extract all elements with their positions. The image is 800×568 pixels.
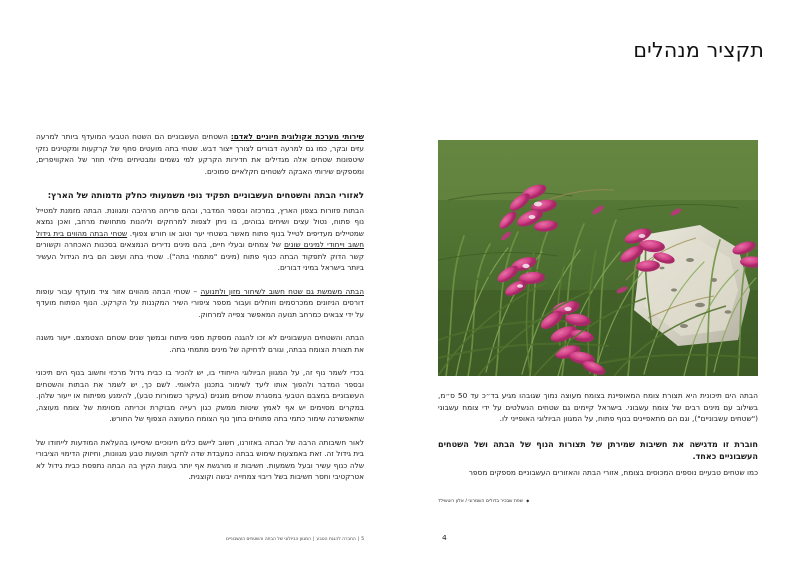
paragraph-landscape-part1: הבתות פזורות בצפון הארץ, במרכזה ובספר המדבר, ובהם פריחה מרהיבה ומגוונת. הבתה מזמנת למטייל נוף פתוח, נטול עצים ושיחים גבוהים, בו ניתן לצפות למרחקים וליהנות מתחושת מרחב, ואכן נמצא שמטיילים מעדיפים לטייל בנוף פתוח מאשר בשטחי יער וטוב או חורש צפוף. [36,205,364,238]
pink-gladiolus-in-grassland-photo [438,140,758,376]
footer-page-number: 5 [361,537,364,542]
paragraph-foraging-corridor [36,286,364,321]
inline-underline-habitat: שטחי הבתה מהווים בית גידול חשוב וייחודי למינים שונים [36,228,364,250]
paragraph-protection-gap: הבתה והשטחים העשבוניים לא זכו להגנה מספקת מפני פיתוח ובמשך שנים שטחם הצטמצם. ייעור משנה את תצורת הצומח בבתה, וגורם לדחיקה של מינים מתמחי בתה. [36,333,364,354]
paragraph-continuation: כמו שטחים טבעיים נוספים המכוסים בצומח, אזורי הבתה והאזורים העשבוניים מספקים מספר [468,467,758,477]
footer-title: המגוון הביולוגי של הבתה והשטחים העשבוניים [226,537,311,542]
footer-organization: החברה להגנת הטבע [316,537,356,542]
caption-marker-icon: ◆ [526,499,530,504]
page-title: תקציר מנהלים [633,38,764,62]
paragraph-intro: הבתה הים תיכונית היא תצורת צומח המאופיינת בצומח מעוצה נמוך שגובהו מגיע בד״כ עד 50 ס״מ, בשילוב עם מינים רבים של צומח עשבוני. בישראל קיימים גם שטחים הנשלטים על ידי צומח עשבוני ("שטחים עשבוניים"), וגם הם מתאפיינים בנוף פתוח, על המגוון הביולוגי האופייני לו. [438,391,758,424]
footer-separator-1: | [357,537,360,542]
paragraph-foraging-corridor-body: – שטחי הבתה מהווים אזור ציד מועדף עבור עופות דורסים הניזונים ממכרסמים וזוחלים ועבור מספר ציפורי השיר המקננות על הקרקע. הנוף הפתוח מועדף על ידי צבאים כמרחב תנועה המאפשר צפייה למרחוק. [36,286,364,319]
lead-in-foraging-corridor: הבתה משמשת גם שטח חשוב לשיחור מזון ולתנועה [200,286,365,296]
page-number-right: 4 [442,533,447,542]
caption-text: שפת שבכיר בדולים השמרוני / אלון רוטשילד [438,499,524,504]
right-page [400,0,800,568]
paragraph-education-awareness: לאור חשיבותה הרבה של הבתה באזורנו, חשוב ליישם כלים חינוכיים שיסייעו בהעלאת המודעות לייחודו של בית גידול זה. זאת באמצעות שימוש בבתה כמעבדת שדה לחקר תופעות טבע מגוונות, וחיזוק הדימוי הציבורי שלה כנוף עשיר ובעל משמעות. חשיבות זו מורגשת אף יותר בעונת הקיץ בה הבתה נתפסת כבית גידול לא אטרקטיבי וחסר חשיבות בשל ריבוי צמחייה יבשה וקוצנית. [36,437,364,482]
right-page-text [438,390,758,487]
paragraph-ecosystem-services-body: השטחים העשבוניים הם השטח הטבעי המועדף ביותר למרעה עזים ובקר, כמו גם למרעה דבורים לצורך ייצור דבש. שטחי בתה מועטים סחף של קרקעות ומקטינים נזקי שיטפונות שטחים אלה מגדילים את חדירות הקרקע למי גשמים ומבטיחים מילוי חוזר של האקוויפרים, ומספקים שירותי האבקה לשטחים חקלאיים סמוכים. [36,132,364,176]
photo-caption [438,498,758,506]
paragraph-landscape-role-body [36,205,364,274]
paragraph-landscape-part2: של צמחים ובעלי חיים, בהם מינים נדירים הנמצאים בסכנות האכחרה וקשורים קשר הדוק לתפקוד הבתה כנוף פתוח (מינים "מתמחי בתה"). שטחי בתה ועשב הם בית הגידול העשיר ביותר בישראל במיני דבורים. [36,240,364,273]
paragraph-highlight: חוברת זו מדגישה את חשיבות שמירתן של תצורות הנוף של הבתה ושל השטחים העשבוניים כאחד. [438,438,758,462]
subheading-landscape-role: לאזורי הבתה והשטחים העשבוניים תפקיד נופי משמעותי כחלק מדמותה של הארץ: [47,190,364,200]
left-page-text [36,131,364,491]
running-footer [226,536,364,544]
photo-illustration [438,140,758,376]
footer-separator-2: | [313,537,315,542]
paragraph-ecosystem-services [36,131,364,177]
lead-in-ecosystem-services: שירותי מערכת אקולוגית חיוניים לאדם: [230,132,364,141]
paragraph-conservation-measures: בכדי לשמר נוף זה, על המגוון הביולוגי הייחודי בו, יש להכיר בו כבית גידול מרכזי וחשוב בנוף הים תיכוני ובספר המדבר ולהפוך אותו ליעד לשימור בתכנון הלאומי. לשם כך, יש לשמר את הבתות והשטחים העשבוניים במצבם הטבעי במסגרת שטחים מוגנים (בעיקר כשמורות טבע), להימנע מפיתוח או ייעור שלהן. במקרים מסוימים יש אף לאמץ שיטות ממשק כגון רעייה מבוקרת וכריתה מסוימת של צומח מעוצה, שתאפשרנה שימור כתמי בתה פתוחים בתוך נוף הצומח המעוצה הצפוף של החורש. [36,368,364,424]
